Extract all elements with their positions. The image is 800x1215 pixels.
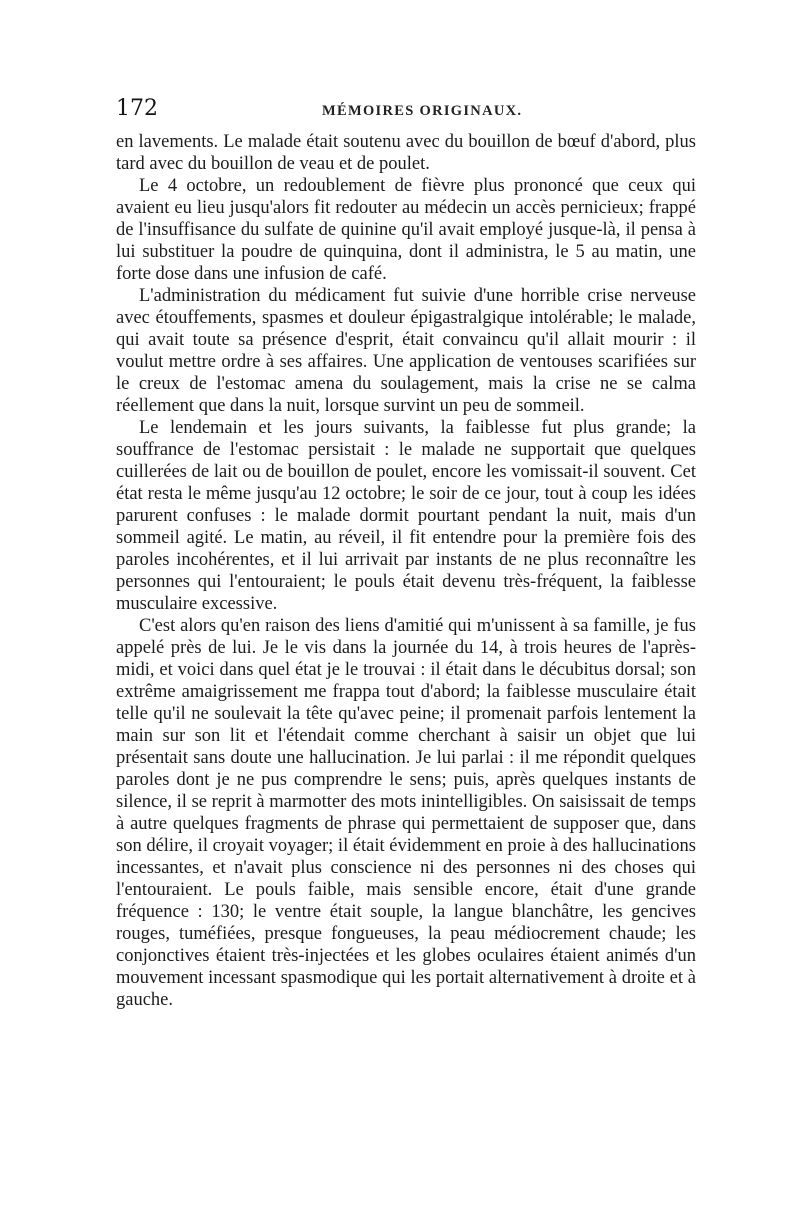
page-header xyxy=(116,96,696,126)
body-text xyxy=(116,131,696,1011)
paragraph-october-4: Le 4 octobre, un redoublement de fièvre plus prononcé que ceux qui avaient eu lieu jusqu'alors fit redouter au médecin un accès pernicieux; frappé de l'insuffisance du sulfate de quinine qu'il avait employé jusque-là, il pensa à lui substituer la poudre de quinquina, dont il administra, le 5 au matin, une forte dose dans une infusion de café. xyxy=(116,176,696,284)
paragraph-examination: C'est alors qu'en raison des liens d'amitié qui m'unissent à sa famille, je fus appelé près de lui. Je le vis dans la journée du 14, à trois heures de l'après-midi, et voici dans quel état je le trouvai : il était dans le décubitus dorsal; son extrême amaigrissement me frappa tout d'abord; la faiblesse musculaire était telle qu'il ne soulevait la tête qu'avec peine; il promenait parfois lentement la main sur son lit et l'étendait comme cherchant à saisir un objet que lui présentait sans doute une hallucination. Je lui parlai : il me répondit quelques paroles dont je ne pus comprendre le sens; puis, après quelques instants de silence, il se reprit à marmotter des mots inintelligibles. On saisissait de temps à autre quelques fragments de phrase qui permettaient de supposer que, dans son délire, il croyait voyager; il était évidemment en proie à des hallucinations incessantes, et n'avait plus conscience ni des personnes ni des choses qui l'entouraient. Le pouls faible, mais sensible encore, était d'une grande fréquence : 130; le ventre était souple, la langue blanchâtre, les gencives rouges, tuméfiées, presque fongueuses, la peau médiocrement chaude; les conjonctives étaient très-injectées et les globes oculaires étaient animés d'un mouvement incessant spasmodique qui les portait alternativement à droite et à gauche. xyxy=(116,616,696,1010)
paragraph-continuation: en lavements. Le malade était soutenu avec du bouillon de bœuf d'abord, plus tard avec du bouillon de veau et de poulet. xyxy=(116,132,696,174)
page-number: 172 xyxy=(116,96,158,121)
running-head: MÉMOIRES ORIGINAUX. xyxy=(322,103,523,119)
paragraph-following-days: Le lendemain et les jours suivants, la faiblesse fut plus grande; la souffrance de l'estomac persistait : le malade ne supportait que quelques cuillerées de lait ou de bouillon de poulet, encore les vomissait-il souvent. Cet état resta le même jusqu'au 12 octobre; le soir de ce jour, tout à coup les idées parurent confuses : le malade dormit pourtant pendant la nuit, mais d'un sommeil agité. Le matin, au réveil, il fit entendre pour la première fois des paroles incohérentes, et il lui arrivait par instants de ne plus reconnaître les personnes qui l'entouraient; le pouls était devenu très-fréquent, la faiblesse musculaire excessive. xyxy=(116,418,696,614)
paragraph-medication-crisis: L'administration du médicament fut suivie d'une horrible crise nerveuse avec étouffements, spasmes et douleur épigastralgique intolérable; le malade, qui avait toute sa présence d'esprit, était convaincu qu'il allait mourir : il voulut mettre ordre à ses affaires. Une application de ventouses scarifiées sur le creux de l'estomac amena du soulagement, mais la crise ne se calma réellement que dans la nuit, lorsque survint un peu de sommeil. xyxy=(116,286,696,416)
